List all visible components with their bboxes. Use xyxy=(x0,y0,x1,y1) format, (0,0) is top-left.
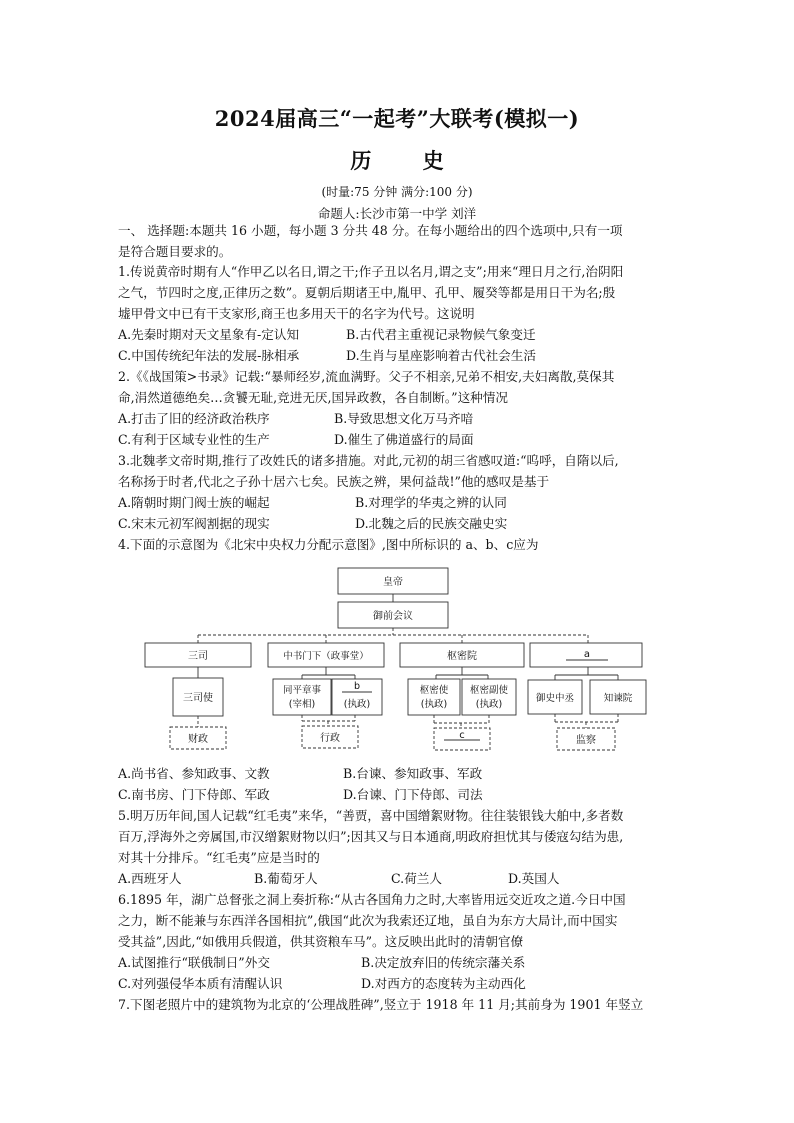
question-2-option-c[interactable]: C.有利于区域专业性的生产 xyxy=(118,432,270,447)
c-label: c xyxy=(459,730,465,741)
question-2-option-d[interactable]: D.催生了佛道盛行的局面 xyxy=(334,432,474,447)
question-6-option-b[interactable]: B.决定放弃旧的传统宗藩关系 xyxy=(361,955,526,970)
section-instruction-line: 是符合题目要求的。 xyxy=(118,244,232,259)
question-4-text: 4.下面的示意图为《北宋中央权力分配示意图》,图中所标识的 a、b、c应为 xyxy=(118,537,539,552)
question-7-text: 7.下图老照片中的建筑物为北京的‘公理战胜碑”,竖立于 1918 年 11 月;其前身为 1901 年竖立 xyxy=(118,997,644,1012)
tongping-label: 同平章事 xyxy=(282,685,322,696)
question-4-option-c[interactable]: C.南书房、门下侍郎、军政 xyxy=(118,787,270,802)
question-5-text: 5.明万历年间,国人记载“红毛夷”来华，“善贾，喜中国缯絮财物。往往装银钱大舶中,多者数 xyxy=(118,808,624,823)
question-3-option-d[interactable]: D.北魏之后的民族交融史实 xyxy=(355,516,508,531)
b-sub: (执政) xyxy=(343,699,371,710)
sansi-label: 三司 xyxy=(188,651,208,662)
section-instruction-line: 一、 选择题:本题共 16 小题，每小题 3 分共 48 分。在每小题给出的四个选项中,只有一项 xyxy=(118,223,623,238)
b-label: b xyxy=(353,681,361,692)
question-1-option-b[interactable]: B.古代君主重视记录物候气象变迁 xyxy=(346,327,536,342)
zhijian-label: 知谏院 xyxy=(603,693,633,704)
zhongshu-label: 中书门下（政事堂） xyxy=(283,651,369,662)
caizheng-label: 财政 xyxy=(188,734,208,745)
song-power-diagram xyxy=(118,560,678,760)
question-6-option-d[interactable]: D.对西方的态度转为主动西化 xyxy=(361,976,526,991)
question-1-option-c[interactable]: C.中国传统纪年法的发展-脉相承 xyxy=(118,348,300,363)
question-2-text: 2.《《战国策>书录》记载:“暴师经岁,流血满野。父子不相亲,兄弟不相安,夫妇离散,莫保其 xyxy=(118,369,615,384)
question-6-text: 之力，断不能兼与东西洋各国相抗”,俄国“此次为我索还辽地，虽自为东方大局计,而中国实 xyxy=(118,913,618,928)
subject-title: 历 史 xyxy=(350,148,466,173)
question-4-option-a[interactable]: A.尚书省、参知政事、文教 xyxy=(118,766,270,781)
question-5-text: 百万,浮海外之旁属国,市汉缯絮财物以归”;因其又与日本通商,明政府担忧其与倭寇勾结为患, xyxy=(118,829,624,844)
shumi-fu-label: 枢密副使 xyxy=(469,685,509,696)
question-1-text: 之气，节四时之度,正律历之数”。夏朝后期诸王中,胤甲、孔甲、履癸等都是用日干为名;殷 xyxy=(118,285,616,300)
question-4-option-b[interactable]: B.台谏、参知政事、军政 xyxy=(343,766,483,781)
question-5-option-a[interactable]: A.西班牙人 xyxy=(118,871,182,886)
sansi-shi-label: 三司使 xyxy=(183,693,213,704)
shumi-shi-label: 枢密使 xyxy=(419,685,449,696)
question-5-text: 对其十分排斥。“红毛夷”应是当时的 xyxy=(118,850,320,865)
shumi-shi-sub: (执政) xyxy=(420,699,448,710)
question-6-text: 受其益”,因此,“如俄用兵假道，供其资粮车马”。这反映出此时的清朝官僚 xyxy=(118,934,524,949)
tongping-sub: (宰相) xyxy=(288,699,316,710)
exam-title: 2024届高三“一起考”大联考(模拟一) xyxy=(214,106,580,131)
question-3-option-b[interactable]: B.对理学的华夷之辨的认同 xyxy=(355,495,507,510)
jiancha-label: 监察 xyxy=(576,735,596,746)
question-1-text: 墟甲骨文中已有干支家形,商王也多用天干的名字为代号。这说明 xyxy=(118,306,475,321)
question-1-text: 1.传说黄帝时期有人“作甲乙以名日,谓之干;作子丑以名月,谓之支”;用来“理日月之行,治阴阳 xyxy=(118,264,624,279)
question-2-option-b[interactable]: B.导致思想文化万马齐喑 xyxy=(334,411,474,426)
question-3-text: 3.北魏孝文帝时期,推行了改姓氏的诸多措施。对此,元初的胡三省感叹道:“呜呼，自隋以后, xyxy=(118,453,619,468)
question-2-text: 命,涓然道德绝矣…贪饕无耻,竞进无厌,国异政教，各自制断。”这种情况 xyxy=(118,390,508,405)
question-6-option-c[interactable]: C.对列强侵华本质有清醒认识 xyxy=(118,976,283,991)
yushi-label: 御史中丞 xyxy=(535,693,575,704)
question-1-option-a[interactable]: A.先秦时期对天文星象有-定认知 xyxy=(118,327,300,342)
shumi-fu-sub: (执政) xyxy=(475,699,503,710)
a-label: a xyxy=(583,649,591,660)
question-4-option-d[interactable]: D.台谏、门下侍郎、司法 xyxy=(343,787,483,802)
exam-time-info: (时量:75 分钟 满分:100 分) xyxy=(321,185,473,199)
question-6-text: 6.1895 年，湖广总督张之洞上奏折称:“从古各国角力之时,大率皆用远交近攻之道.今日中国 xyxy=(118,892,626,907)
question-3-option-c[interactable]: C.宋末元初军阀割据的现实 xyxy=(118,516,270,531)
question-1-option-d[interactable]: D.生肖与星座影响着古代社会生活 xyxy=(346,348,536,363)
question-5-option-c[interactable]: C.荷兰人 xyxy=(391,871,442,886)
question-5-option-d[interactable]: D.英国人 xyxy=(508,871,560,886)
question-6-option-a[interactable]: A.试图推行“联俄制日”外交 xyxy=(118,955,270,970)
question-5-option-b[interactable]: B.葡萄牙人 xyxy=(254,871,318,886)
question-3-text: 名称扬于时者,代北之子孙十居六七矣。民族之辨，果何益哉!”他的感叹是基于 xyxy=(118,474,550,489)
emperor-label: 皇帝 xyxy=(383,577,403,588)
xingzheng-label: 行政 xyxy=(320,733,340,744)
question-2-option-a[interactable]: A.打击了旧的经济政治秩序 xyxy=(118,411,270,426)
exam-author: 命题人:长沙市第一中学 刘洋 xyxy=(317,206,477,221)
council-label: 御前会议 xyxy=(373,611,413,622)
question-3-option-a[interactable]: A.隋朝时期门阀士族的崛起 xyxy=(118,495,270,510)
shumi-label: 枢密院 xyxy=(447,651,477,662)
